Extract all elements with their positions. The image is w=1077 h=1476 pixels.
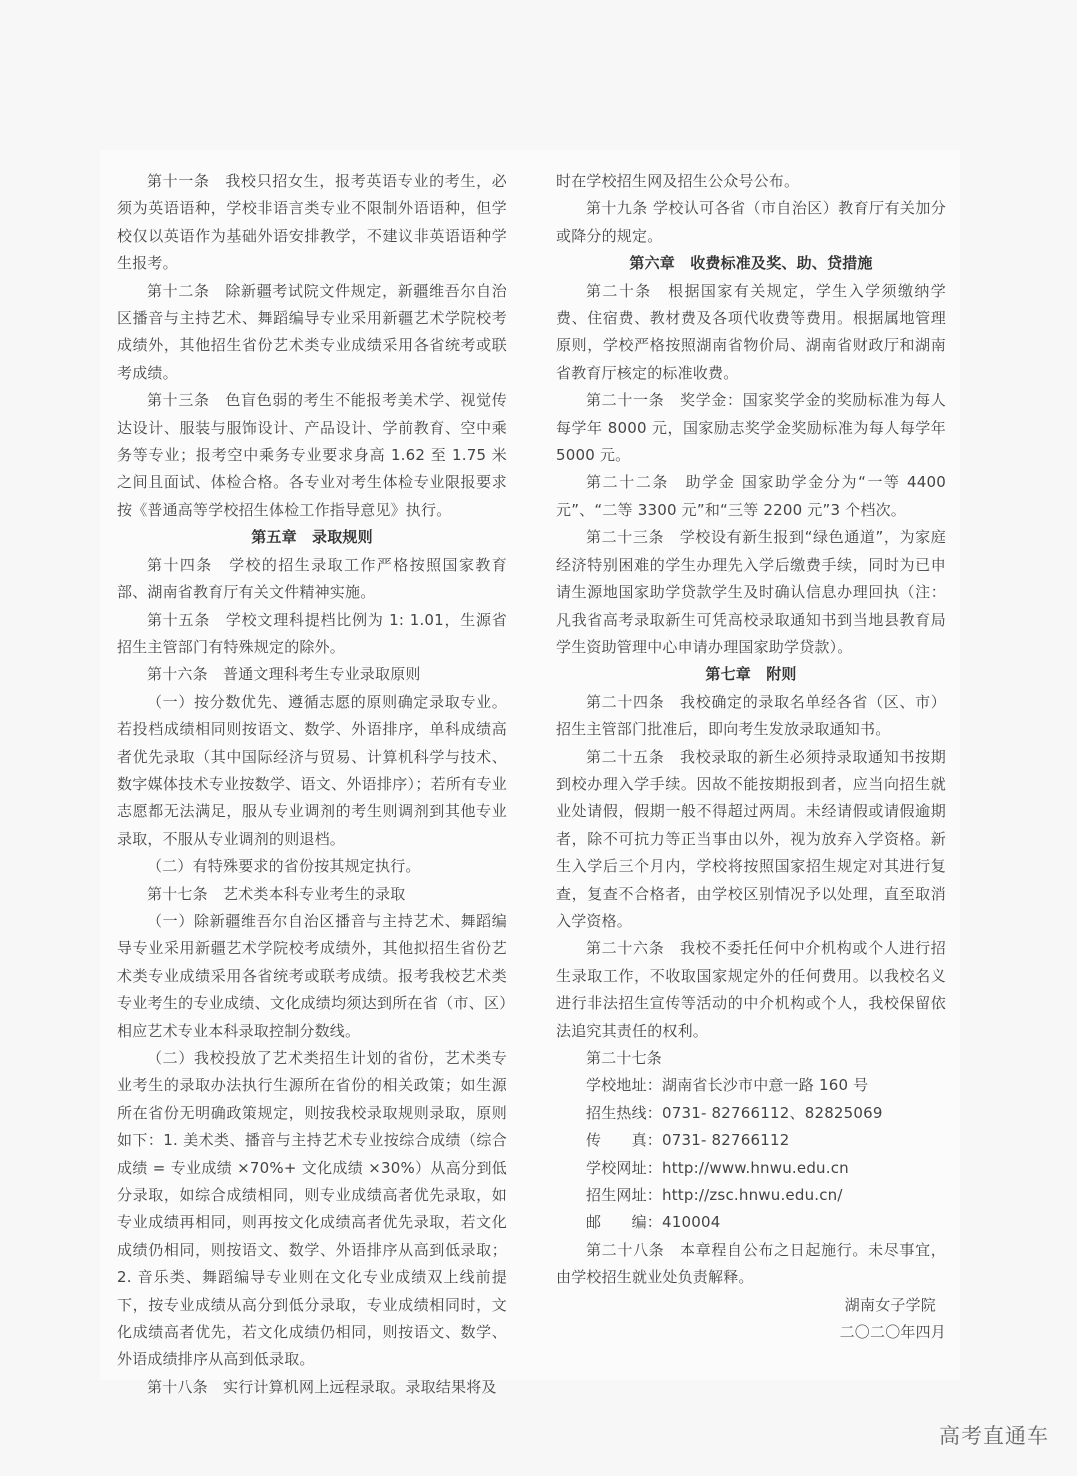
article-18-continued: 时在学校招生网及招生公众号公布。 xyxy=(556,172,800,190)
chapter-7-heading: 第七章 附则 xyxy=(705,665,797,684)
article-14: 第十四条 学校的招生录取工作严格按照国家教育部、湖南省教育厅有关文件精神实施。 xyxy=(117,555,507,602)
left-column xyxy=(117,168,507,1401)
article-12: 第十二条 除新疆考试院文件规定，新疆维吾尔自治区播音与主持艺术、舞蹈编导专业采用新疆艺术学院校考成绩外，其他招生省份艺术类专业成绩采用各省统考或联考成绩。 xyxy=(117,281,507,382)
article-15: 第十五条 学校文理科提档比例为 1: 1.01，生源省招生主管部门有特殊规定的除外。 xyxy=(117,610,507,656)
article-25: 第二十五条 我校录取的新生必须持录取通知书按期到校办理入学手续。因故不能按期报到者，应当向招生就业处请假，假期一般不得超过两周。未经请假或请假逾期者，除不可抗力等正当事由以外，视为放弃入学资格。新生入学后三个月内，学校将按照国家招生规定对其进行复查，复查不合格者，由学校区别情况予以处理，直至取消入学资格。 xyxy=(556,747,946,930)
article-11: 第十一条 我校只招女生，报考英语专业的考生，必须为英语语种，学校非语言类专业不限制外语语种，但学校仅以英语作为基础外语安排教学，不建议非英语语种学生报考。 xyxy=(117,172,507,273)
chapter-6-heading: 第六章 收费标准及奖、助、贷措施 xyxy=(629,254,873,273)
article-18: 第十八条 实行计算机网上远程录取。录取结果将及 xyxy=(147,1377,497,1396)
right-column xyxy=(556,168,946,1346)
watermark-text: 高考直通车 xyxy=(939,1424,1049,1448)
article-24: 第二十四条 我校确定的录取名单经各省（区、市）招生主管部门批准后，即向考生发放录取通知书。 xyxy=(556,692,946,739)
contact-website[interactable]: 学校网址：http://www.hnwu.edu.cn xyxy=(586,1158,849,1177)
chapter-5-heading: 第五章 录取规则 xyxy=(251,528,373,547)
signature-date: 二〇二〇年四月 xyxy=(839,1323,946,1342)
article-22: 第二十二条 助学金 国家助学金分为“一等 4400 元”、“二等 3300 元”和“三等 2200 元”3 个档次。 xyxy=(556,473,946,519)
article-16-clause-1: （一）按分数优先、遵循志愿的原则确定录取专业。若投档成绩相同则按语文、数学、外语排序，单科成绩高者优先录取（其中国际经济与贸易、计算机科学与技术、数字媒体技术专业按数学、语文、外语排序）；若所有专业志愿都无法满足，服从专业调剂的考生则调剂到其他专业录取，不服从专业调剂的则退档。 xyxy=(117,692,507,848)
article-16: 第十六条 普通文理科考生专业录取原则 xyxy=(147,665,421,684)
article-13: 第十三条 色盲色弱的考生不能报考美术学、视觉传达设计、服装与服饰设计、产品设计、学前教育、空中乘务等专业；报考空中乘务专业要求身高 1.62 至 1.75 米之间且面试、体检合格。各专业对考生体检专业限报要求按《普通高等学校招生体检工作指导意见》执行。 xyxy=(117,391,507,519)
article-19: 第十九条 学校认可各省（市自治区）教育厅有关加分或降分的规定。 xyxy=(556,199,946,245)
contact-hotline: 招生热线：0731- 82766112、82825069 xyxy=(586,1103,883,1122)
article-21: 第二十一条 奖学金：国家奖学金的奖励标准为每人每学年 8000 元，国家励志奖学金奖励标准为每人每学年5000 元。 xyxy=(556,391,946,465)
contact-postcode: 邮 编：410004 xyxy=(586,1213,721,1232)
contact-admission-site[interactable]: 招生网址：http://zsc.hnwu.edu.cn/ xyxy=(586,1186,843,1205)
article-23: 第二十三条 学校设有新生报到“绿色通道”，为家庭经济特别困难的学生办理先入学后缴费手续，同时为已申请生源地国家助学贷款学生及时确认信息办理回执（注：凡我省高考录取新生可凭高校录取通知书到当地县教育局学生资助管理中心申请办理国家助学贷款）。 xyxy=(556,528,946,656)
article-26: 第二十六条 我校不委托任何中介机构或个人进行招生录取工作，不收取国家规定外的任何费用。以我校名义进行非法招生宣传等活动的中介机构或个人，我校保留依法追究其责任的权利。 xyxy=(556,939,946,1040)
article-17-clause-2: （二）我校投放了艺术类招生计划的省份，艺术类专业考生的录取办法执行生源所在省份的相关政策；如生源所在省份无明确政策规定，则按我校录取规则录取，原则如下：1. 美术类、播音与主持艺术专业按综合成绩（综合成绩 = 专业成绩 ×70%+ 文化成绩 ×30%）从高分到低分录取，如综合成绩相同，则专业成绩高者优先录取，如专业成绩再相同，则再按文化成绩高者优先录取，若文化成绩仍相同，则按语文、数学、外语排序从高到低录取；2. 音乐类、舞蹈编导专业则在文化专业成绩双上线前提下，按专业成绩从高分到低分录取，专业成绩相同时，文化成绩高者优先，若文化成绩仍相同，则按语文、数学、外语成绩排序从高到低录取。 xyxy=(117,1049,507,1369)
article-20: 第二十条 根据国家有关规定，学生入学须缴纳学费、住宿费、教材费及各项代收费等费用。根据属地管理原则，学校严格按照湖南省物价局、湖南省财政厅和湖南省教育厅核定的标准收费。 xyxy=(556,281,946,382)
article-28: 第二十八条 本章程自公布之日起施行。未尽事宜，由学校招生就业处负责解释。 xyxy=(556,1240,946,1287)
article-27: 第二十七条 xyxy=(586,1049,663,1067)
article-17: 第十七条 艺术类本科专业考生的录取 xyxy=(147,884,406,903)
article-16-clause-2: （二）有特殊要求的省份按其规定执行。 xyxy=(147,857,421,876)
contact-address: 学校地址：湖南省长沙市中意一路 160 号 xyxy=(586,1076,869,1095)
article-17-clause-1: （一）除新疆维吾尔自治区播音与主持艺术、舞蹈编导专业采用新疆艺术学院校考成绩外，其他拟招生省份艺术类专业成绩采用各省统考或联考成绩。报考我校艺术类专业考生的专业成绩、文化成绩均须达到所在省（市、区）相应艺术专业本科录取控制分数线。 xyxy=(117,911,507,1040)
contact-fax: 传 真：0731- 82766112 xyxy=(586,1131,790,1150)
signature-organization: 湖南女子学院 xyxy=(844,1295,936,1314)
